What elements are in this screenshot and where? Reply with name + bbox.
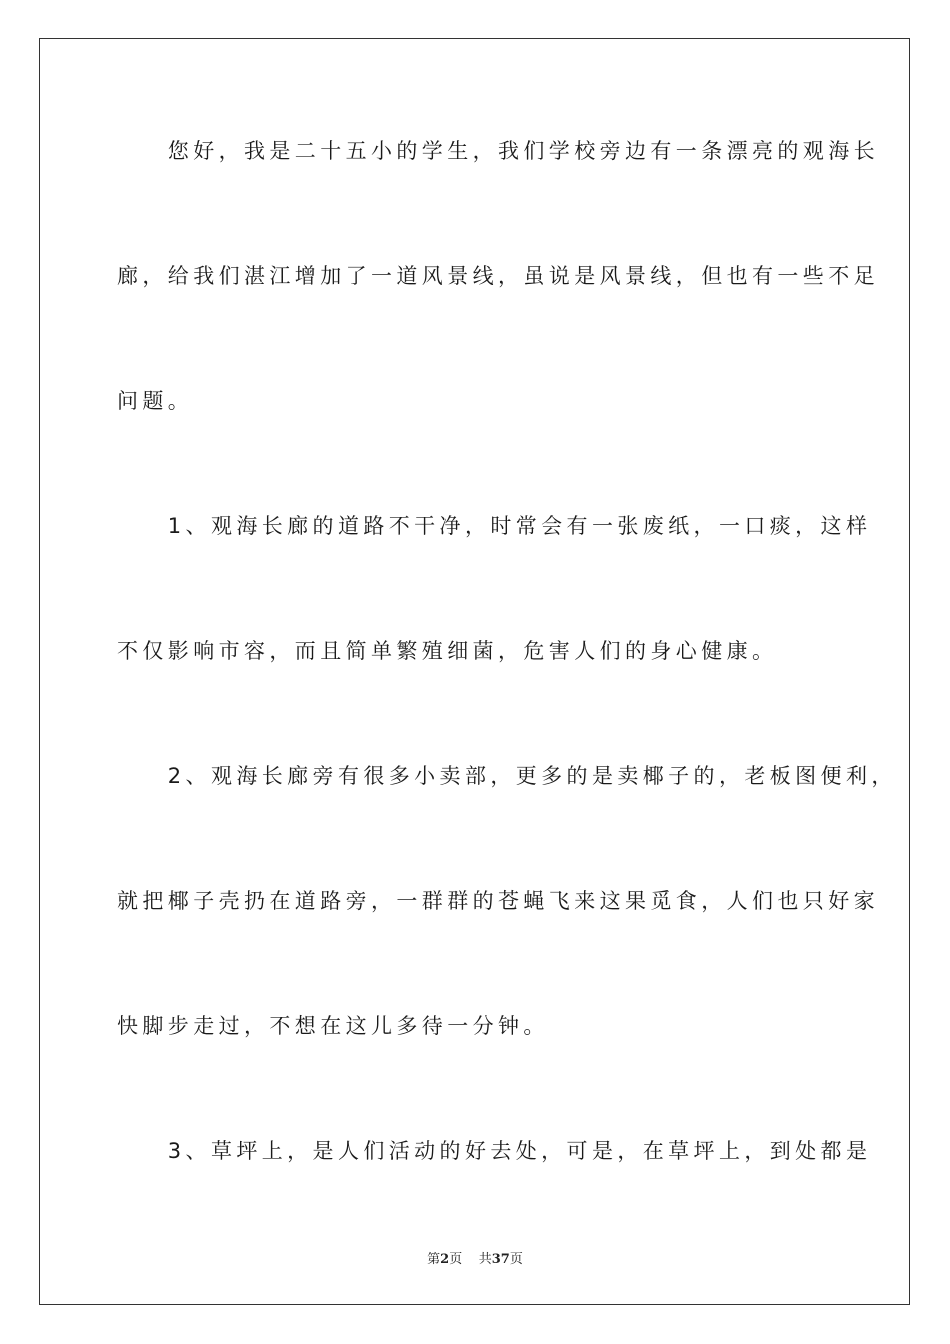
text-line: 您好，我是二十五小的学生，我们学校旁边有一条漂亮的观海长	[117, 139, 879, 163]
text-line: 3、草坪上，是人们活动的好去处，可是，在草坪上，到处都是	[117, 1139, 872, 1163]
total-prefix: 共	[478, 1252, 492, 1267]
total-pages-number: 37	[491, 1252, 510, 1267]
page-suffix: 页	[449, 1252, 463, 1267]
text-line: 就把椰子壳扔在道路旁，一群群的苍蝇飞来这果觅食，人们也只好家	[117, 889, 879, 913]
page-border	[39, 38, 910, 1305]
text-line: 问题。	[117, 389, 194, 413]
text-line: 快脚步走过，不想在这儿多待一分钟。	[117, 1014, 549, 1038]
text-line: 不仅影响市容，而且简单繁殖细菌，危害人们的身心健康。	[117, 639, 778, 663]
total-suffix: 页	[509, 1252, 523, 1267]
text-line: 廊，给我们湛江增加了一道风景线，虽说是风景线，但也有一些不足	[117, 264, 879, 288]
text-line: 2、观海长廊旁有很多小卖部，更多的是卖椰子的，老板图便利，	[117, 764, 897, 788]
text-line: 1、观海长廊的道路不干净，时常会有一张废纸，一口痰，这样	[117, 514, 872, 538]
current-page-number: 2	[440, 1252, 450, 1267]
page-prefix: 第	[427, 1252, 441, 1267]
page-footer	[0, 1248, 950, 1267]
